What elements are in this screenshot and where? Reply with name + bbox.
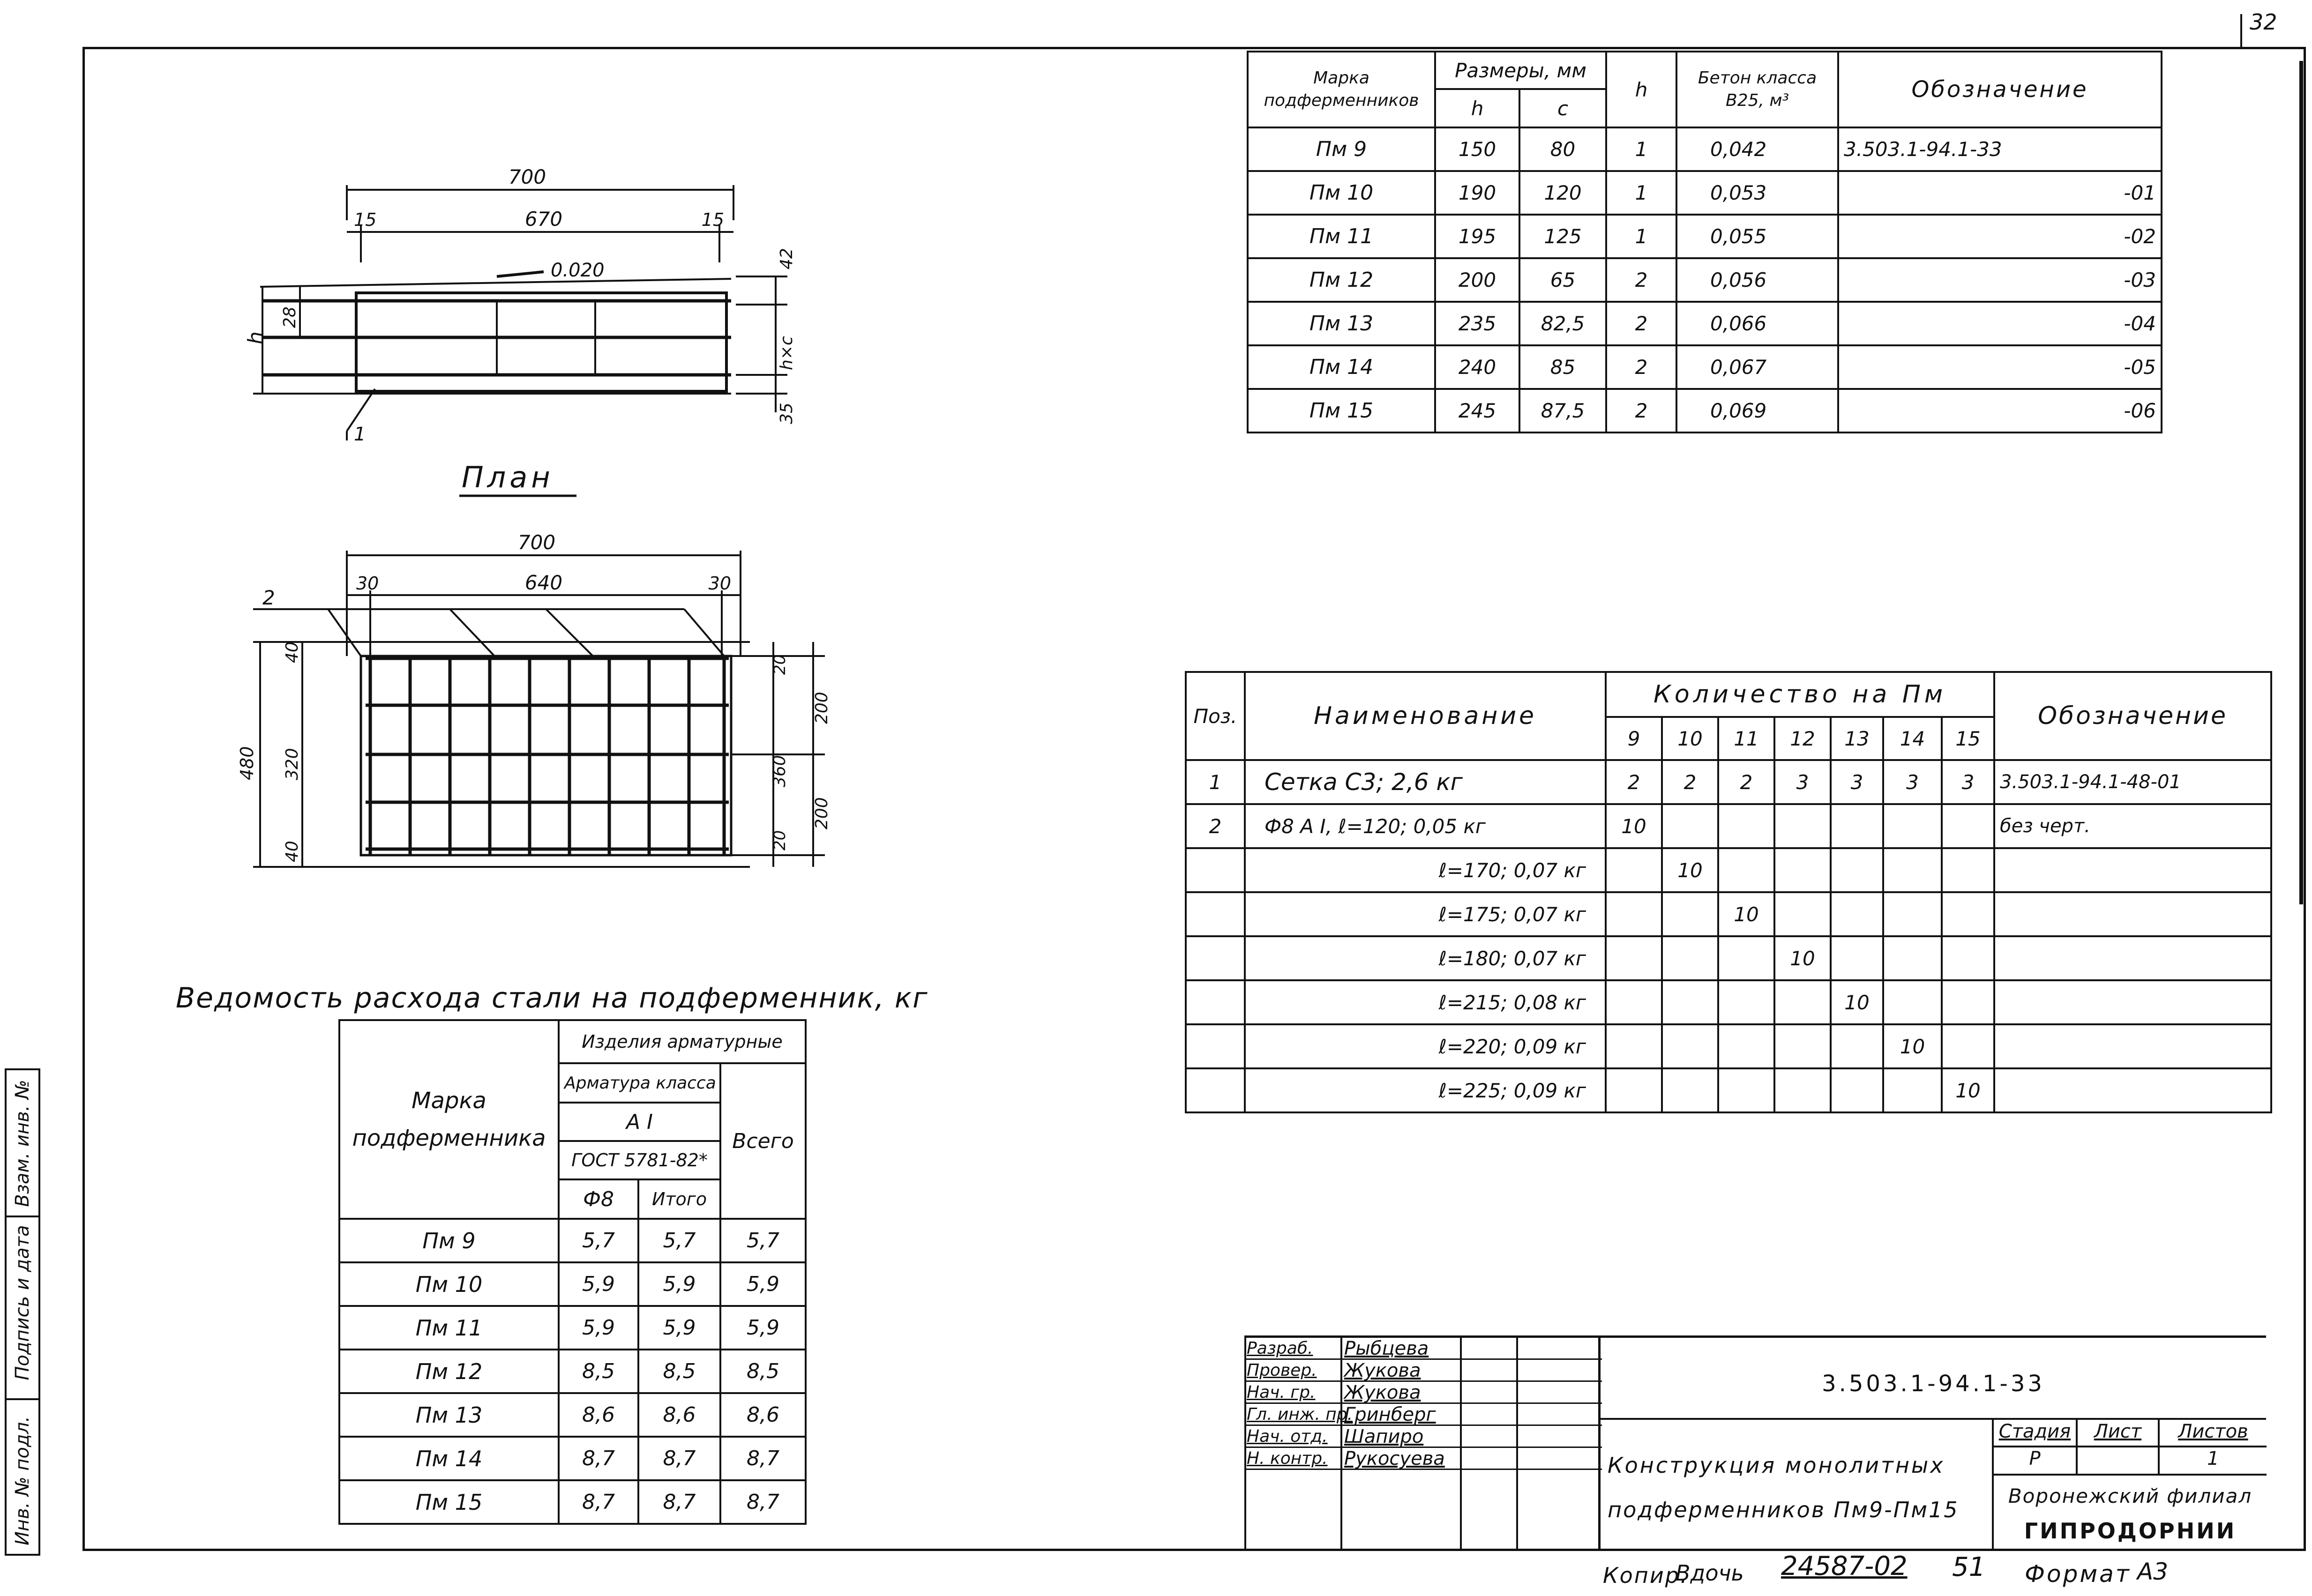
table-row: [1248, 389, 2162, 433]
steel-header-d8: Ф8: [559, 1179, 638, 1219]
cell-mark: Пм 9: [1248, 127, 1435, 171]
cell-qty: [1718, 980, 1774, 1024]
table-row: [1186, 980, 2271, 1024]
cell-qty: [1831, 936, 1883, 980]
table-row: [339, 1437, 806, 1480]
cell-pos: [1186, 980, 1245, 1024]
cell-qty: [1942, 892, 1994, 936]
cell-designation: [1994, 892, 2271, 936]
cell-c: 65: [1519, 258, 1606, 302]
cell-subtotal: 5,9: [638, 1306, 720, 1350]
spec-col-11: 11: [1718, 717, 1774, 760]
cell-n: 1: [1606, 215, 1676, 258]
table-row: [1248, 345, 2162, 389]
plan-right: 30: [708, 573, 731, 594]
cell-mark: Пм 12: [1248, 258, 1435, 302]
cell-d8: 5,9: [559, 1262, 638, 1306]
cell-designation: 3.503.1-94.1-33: [1838, 127, 2162, 171]
elev-right: 15: [701, 209, 724, 230]
table-row: [1248, 302, 2162, 345]
cell-qty: [1662, 936, 1718, 980]
plan-20b: 20: [771, 830, 789, 850]
spec-header-qty: Количество на Пм: [1606, 672, 1994, 717]
cell-qty: [1662, 804, 1718, 848]
cell-h: 190: [1435, 171, 1519, 215]
cell-qty: [1831, 892, 1883, 936]
cell-c: 125: [1519, 215, 1606, 258]
bottom-format: А3: [2137, 1558, 2169, 1585]
cell-pos: [1186, 848, 1245, 892]
spec-header-pos: Поз.: [1186, 672, 1245, 760]
margin-stamp-inv: Инв. № подл.: [12, 1416, 33, 1545]
plan-320: 320: [283, 748, 302, 780]
title-block-row: [1246, 1426, 1602, 1448]
steel-header-rebar-class: Арматура класса: [559, 1063, 720, 1103]
cell-h: 200: [1435, 258, 1519, 302]
tb-name: Шапиро: [1344, 1426, 1424, 1447]
elev-h: h: [244, 331, 268, 344]
cell-pos: [1186, 1024, 1245, 1068]
cell-name: ℓ=180; 0,07 кг: [1245, 936, 1606, 980]
header-h-count: h: [1606, 52, 1676, 127]
title-block-row: [1246, 1360, 1602, 1382]
cell-qty: [1831, 848, 1883, 892]
right-edge-line: [2299, 61, 2303, 904]
cell-qty: [1606, 980, 1662, 1024]
cell-qty: 3: [1883, 760, 1942, 804]
tb-org2: ГИПРОДОРНИИ: [2024, 1518, 2237, 1544]
plan-mid: 640: [524, 571, 563, 594]
spec-header-name: Наименование: [1245, 672, 1606, 760]
tb-name: Жукова: [1344, 1360, 1421, 1381]
cell-c: 85: [1519, 345, 1606, 389]
tb-org1: Воронежский филиал: [2008, 1484, 2252, 1507]
table-row: [1186, 848, 2271, 892]
cell-subtotal: 8,7: [638, 1437, 720, 1480]
spec-col-14: 14: [1883, 717, 1942, 760]
tb-role: Разраб.: [1247, 1339, 1313, 1358]
cell-mark: Пм 13: [1248, 302, 1435, 345]
cell-qty: [1718, 1024, 1774, 1068]
cell-h: 150: [1435, 127, 1519, 171]
cell-h: 245: [1435, 389, 1519, 433]
header-dim-h: h: [1435, 89, 1519, 127]
cell-total: 8,7: [720, 1480, 806, 1524]
elev-28: 28: [280, 306, 299, 328]
steel-table: [338, 1019, 807, 1525]
title-block-row: [1246, 1448, 1602, 1470]
cell-designation: -01: [1838, 171, 2162, 215]
cell-volume: 0,056: [1676, 258, 1838, 302]
cell-qty: [1718, 848, 1774, 892]
cell-pos: [1186, 892, 1245, 936]
cell-qty: [1942, 936, 1994, 980]
cell-d8: 8,7: [559, 1437, 638, 1480]
cell-qty: 2: [1718, 760, 1774, 804]
elev-mid: 670: [524, 208, 563, 231]
title-block-row: [1246, 1382, 1602, 1404]
cell-qty: [1662, 1068, 1718, 1112]
cell-qty: 10: [1606, 804, 1662, 848]
spec-col-12: 12: [1774, 717, 1831, 760]
specification-table: [1185, 671, 2272, 1113]
elev-slope: 0.020: [551, 260, 605, 281]
cell-n: 2: [1606, 302, 1676, 345]
bottom-format-label: Формат: [2025, 1560, 2131, 1588]
cell-h: 195: [1435, 215, 1519, 258]
cell-qty: 10: [1883, 1024, 1942, 1068]
cell-name: Сетка С3; 2,6 кг: [1245, 760, 1606, 804]
cell-total: 8,7: [720, 1437, 806, 1480]
plan-overall: 700: [517, 531, 556, 554]
cell-name: ℓ=175; 0,07 кг: [1245, 892, 1606, 936]
cell-qty: [1774, 1024, 1831, 1068]
cell-volume: 0,042: [1676, 127, 1838, 171]
bottom-copied-by: Вдочь: [1676, 1560, 1744, 1586]
cell-mark: Пм 11: [339, 1306, 559, 1350]
cell-qty: [1718, 804, 1774, 848]
cell-qty: 3: [1942, 760, 1994, 804]
plan-20a: 20: [771, 654, 789, 675]
cell-h: 235: [1435, 302, 1519, 345]
elev-pos: 1: [354, 424, 366, 445]
cell-designation: -03: [1838, 258, 2162, 302]
table-row: [339, 1262, 806, 1306]
spec-col-9: 9: [1606, 717, 1662, 760]
bottom-copied: Копир.: [1603, 1563, 1689, 1588]
cell-designation: -06: [1838, 389, 2162, 433]
cell-name: ℓ=225; 0,09 кг: [1245, 1068, 1606, 1112]
cell-total: 5,9: [720, 1262, 806, 1306]
cell-designation: -05: [1838, 345, 2162, 389]
cell-qty: 3: [1831, 760, 1883, 804]
table-row: [1248, 258, 2162, 302]
margin-stamp-instead: Взам. инв. №: [12, 1080, 33, 1207]
cell-volume: 0,069: [1676, 389, 1838, 433]
corner-sheet-number: 32: [2250, 9, 2277, 35]
cell-d8: 8,6: [559, 1393, 638, 1437]
cell-h: 240: [1435, 345, 1519, 389]
cell-qty: [1662, 892, 1718, 936]
plan-40b: 40: [283, 841, 302, 862]
tb-stage: Р: [2029, 1448, 2041, 1469]
spec-col-10: 10: [1662, 717, 1718, 760]
plan-left: 30: [356, 573, 379, 594]
cell-qty: [1774, 848, 1831, 892]
cell-mark: Пм 12: [339, 1350, 559, 1393]
plan-360: 360: [770, 755, 789, 787]
cell-n: 2: [1606, 258, 1676, 302]
cell-qty: [1662, 1024, 1718, 1068]
elev-42: 42: [777, 248, 796, 269]
cell-name: Ф8 А I, ℓ=120; 0,05 кг: [1245, 804, 1606, 848]
cell-qty: [1883, 804, 1942, 848]
cell-n: 2: [1606, 389, 1676, 433]
cell-qty: 10: [1942, 1068, 1994, 1112]
cell-qty: [1831, 1024, 1883, 1068]
table-row: [1186, 936, 2271, 980]
cell-pos: [1186, 1068, 1245, 1112]
header-concrete: Бетон класса В25, м³: [1676, 52, 1838, 127]
cell-designation: [1994, 936, 2271, 980]
cell-qty: 3: [1774, 760, 1831, 804]
cell-pos: 2: [1186, 804, 1245, 848]
cell-designation: [1994, 1024, 2271, 1068]
tb-name: Рукосуева: [1344, 1448, 1445, 1469]
cell-qty: 10: [1831, 980, 1883, 1024]
tb-role: Нач. гр.: [1247, 1383, 1316, 1402]
cell-mark: Пм 10: [1248, 171, 1435, 215]
tb-code: 3.503.1-94.1-33: [1822, 1371, 2045, 1397]
tb-title-line2: подферменников Пм9-Пм15: [1608, 1497, 1959, 1522]
cell-qty: [1606, 1024, 1662, 1068]
tb-role: Провер.: [1247, 1361, 1317, 1380]
steel-header-products: Изделия арматурные: [559, 1020, 806, 1063]
cell-subtotal: 8,7: [638, 1480, 720, 1524]
tb-role: Н. контр.: [1247, 1449, 1328, 1468]
plan-view: [253, 551, 825, 867]
spec-header-designation: Обозначение: [1994, 672, 2271, 760]
cell-qty: [1883, 1068, 1942, 1112]
spec-col-13: 13: [1831, 717, 1883, 760]
cell-mark: Пм 14: [1248, 345, 1435, 389]
cell-qty: [1942, 980, 1994, 1024]
steel-header-total: Всего: [720, 1063, 806, 1219]
cell-qty: [1831, 1068, 1883, 1112]
tb-name: Гринберг: [1344, 1404, 1436, 1425]
cell-qty: [1883, 980, 1942, 1024]
cell-qty: [1883, 892, 1942, 936]
tb-name: Жукова: [1344, 1382, 1421, 1403]
cell-total: 8,5: [720, 1350, 806, 1393]
cell-mark: Пм 14: [339, 1437, 559, 1480]
cell-subtotal: 8,6: [638, 1393, 720, 1437]
margin-stamp-sign: Подпись и дата: [12, 1225, 33, 1380]
cell-volume: 0,066: [1676, 302, 1838, 345]
cell-designation: [1994, 1068, 2271, 1112]
cell-qty: 2: [1606, 760, 1662, 804]
cell-subtotal: 5,7: [638, 1219, 720, 1262]
cell-qty: [1883, 936, 1942, 980]
elev-overall: 700: [508, 165, 546, 188]
plan-label: План: [462, 460, 554, 494]
cell-qty: [1774, 892, 1831, 936]
cell-qty: [1942, 1024, 1994, 1068]
cell-total: 8,6: [720, 1393, 806, 1437]
header-designation: Обозначение: [1838, 52, 2162, 127]
cell-qty: [1942, 804, 1994, 848]
table-row: [1186, 804, 2271, 848]
cell-subtotal: 8,5: [638, 1350, 720, 1393]
cell-name: ℓ=170; 0,07 кг: [1245, 848, 1606, 892]
header-dim-c: c: [1519, 89, 1606, 127]
cell-qty: [1662, 980, 1718, 1024]
cell-mark: Пм 15: [1248, 389, 1435, 433]
table-row: [339, 1393, 806, 1437]
cell-mark: Пм 15: [339, 1480, 559, 1524]
cell-qty: 10: [1774, 936, 1831, 980]
table-row: [1186, 892, 2271, 936]
table-row: [1248, 171, 2162, 215]
plan-200b: 200: [812, 797, 831, 829]
cell-qty: [1942, 848, 1994, 892]
dimensions-table: [1247, 51, 2162, 433]
title-block-row: [1246, 1404, 1602, 1426]
plan-480: 480: [237, 746, 257, 780]
cell-volume: 0,053: [1676, 171, 1838, 215]
cell-total: 5,9: [720, 1306, 806, 1350]
tb-role: Гл. инж. пр.: [1247, 1405, 1353, 1424]
cell-qty: [1606, 892, 1662, 936]
table-row: [1186, 1024, 2271, 1068]
title-block-rows: [1246, 1338, 1602, 1470]
table-row: [1248, 215, 2162, 258]
cell-n: 2: [1606, 345, 1676, 389]
elev-hc: h×c: [777, 336, 796, 370]
cell-c: 80: [1519, 127, 1606, 171]
cell-qty: 10: [1718, 892, 1774, 936]
cell-qty: [1774, 804, 1831, 848]
cell-designation: -04: [1838, 302, 2162, 345]
table-row: [339, 1350, 806, 1393]
cell-qty: [1606, 1068, 1662, 1112]
cell-c: 82,5: [1519, 302, 1606, 345]
cell-qty: 2: [1662, 760, 1718, 804]
cell-subtotal: 5,9: [638, 1262, 720, 1306]
bottom-page: 51: [1952, 1552, 1986, 1582]
cell-qty: [1883, 848, 1942, 892]
spec-col-15: 15: [1942, 717, 1994, 760]
cell-mark: Пм 11: [1248, 215, 1435, 258]
cell-designation: [1994, 980, 2271, 1024]
steel-header-mark: Марка подферменника: [339, 1020, 559, 1219]
tb-stage-label: Стадия: [1998, 1421, 2071, 1442]
cell-c: 120: [1519, 171, 1606, 215]
tb-title-line1: Конструкция монолитных: [1608, 1453, 1945, 1478]
steel-header-class: А I: [559, 1103, 720, 1141]
cell-designation: 3.503.1-94.1-48-01: [1994, 760, 2271, 804]
tb-sheets-label: Листов: [2178, 1421, 2248, 1442]
cell-pos: 1: [1186, 760, 1245, 804]
cell-qty: [1606, 936, 1662, 980]
cell-name: ℓ=220; 0,09 кг: [1245, 1024, 1606, 1068]
cell-qty: [1718, 1068, 1774, 1112]
bottom-number: 24587-02: [1781, 1551, 1908, 1581]
tb-name: Рыбцева: [1344, 1338, 1429, 1359]
cell-qty: [1718, 936, 1774, 980]
cell-d8: 8,5: [559, 1350, 638, 1393]
cell-n: 1: [1606, 171, 1676, 215]
table-row: [1248, 127, 2162, 171]
steel-header-gost: ГОСТ 5781-82*: [559, 1141, 720, 1179]
table-row: [339, 1480, 806, 1524]
cell-mark: Пм 13: [339, 1393, 559, 1437]
cell-mark: Пм 9: [339, 1219, 559, 1262]
cell-d8: 5,7: [559, 1219, 638, 1262]
cell-designation: -02: [1838, 215, 2162, 258]
plan-200a: 200: [812, 692, 831, 724]
cell-qty: [1606, 848, 1662, 892]
cell-pos: [1186, 936, 1245, 980]
cell-total: 5,7: [720, 1219, 806, 1262]
elev-left: 15: [354, 209, 377, 230]
cell-n: 1: [1606, 127, 1676, 171]
drawings: [0, 0, 1172, 914]
cell-name: ℓ=215; 0,08 кг: [1245, 980, 1606, 1024]
table-row: [1186, 1068, 2271, 1112]
table-row: [339, 1306, 806, 1350]
cell-designation: без черт.: [1994, 804, 2271, 848]
cell-qty: 10: [1662, 848, 1718, 892]
table-row: [339, 1219, 806, 1262]
steel-header-subtotal: Итого: [638, 1179, 720, 1219]
cell-qty: [1774, 980, 1831, 1024]
cell-volume: 0,067: [1676, 345, 1838, 389]
plan-40a: 40: [283, 641, 302, 663]
cell-volume: 0,055: [1676, 215, 1838, 258]
cell-qty: [1831, 804, 1883, 848]
cell-mark: Пм 10: [339, 1262, 559, 1306]
steel-table-title: Ведомость расхода стали на подферменник, кг: [176, 982, 928, 1014]
header-mark: Марка подферменников: [1248, 52, 1435, 127]
cell-c: 87,5: [1519, 389, 1606, 433]
header-dims: Размеры, мм: [1435, 52, 1606, 89]
tb-role: Нач. отд.: [1247, 1427, 1328, 1446]
title-block-row: [1246, 1338, 1602, 1360]
plan-pos: 2: [262, 586, 275, 609]
cell-d8: 8,7: [559, 1480, 638, 1524]
tb-sheet-label: Лист: [2094, 1421, 2142, 1442]
table-row: [1186, 760, 2271, 804]
tb-sheets: 1: [2207, 1448, 2219, 1469]
elev-35: 35: [777, 403, 796, 424]
plan-mesh: [366, 656, 729, 855]
cell-qty: [1774, 1068, 1831, 1112]
cell-d8: 5,9: [559, 1306, 638, 1350]
cell-designation: [1994, 848, 2271, 892]
